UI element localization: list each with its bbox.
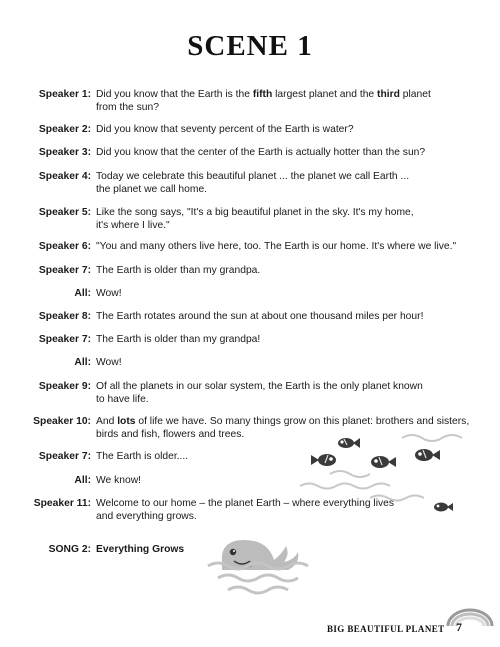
dialogue-text: Like the song says, "It's a big beautiful planet in the sky. It's my home, — [96, 207, 414, 218]
speaker-label: Speaker 7: — [38, 451, 91, 462]
dialogue-text: The Earth rotates around the sun at about one thousand miles per hour! — [96, 311, 424, 322]
speaker-label: Speaker 11: — [33, 498, 91, 509]
dialogue-text: Did you know that the Earth is the fifth largest planet and the third planet — [96, 89, 431, 100]
dialogue-text: Of all the planets in our solar system, the Earth is the only planet known — [96, 381, 423, 392]
fish-icon — [338, 438, 360, 448]
dialogue-text: We know! — [96, 475, 142, 486]
dialogue-text: Wow! — [96, 288, 122, 299]
speaker-label: Speaker 1: — [38, 89, 91, 100]
rainbow-icon — [448, 610, 492, 626]
fish-icon — [371, 456, 396, 468]
speaker-label: Speaker 6: — [38, 241, 91, 252]
dialogue-text: Did you know that seventy percent of the Earth is water? — [96, 124, 354, 135]
fish-icon — [434, 503, 453, 512]
dialogue-text: Today we celebrate this beautiful planet ... the planet we call Earth ... — [96, 171, 410, 182]
dialogue-text: and everything grows. — [96, 511, 197, 522]
page-number: 7 — [456, 620, 462, 634]
dialogue-text: And lots of life we have. So many things grow on this planet: brothers and sisters, — [96, 416, 470, 427]
speaker-label: SONG 2: — [48, 544, 91, 555]
speaker-label: Speaker 4: — [38, 171, 91, 182]
dialogue-text: The Earth is older than my grandpa. — [96, 265, 261, 276]
dialogue-text: from the sun? — [96, 102, 159, 113]
speaker-label: Speaker 10: — [33, 416, 91, 427]
dialogue-text: The Earth is older.... — [96, 451, 189, 462]
speaker-label: All: — [74, 288, 91, 299]
speaker-label: Speaker 7: — [38, 265, 91, 276]
fish-icon — [415, 449, 440, 461]
speaker-label: Speaker 2: — [38, 124, 91, 135]
dialogue-text: Everything Grows — [96, 544, 185, 555]
dialogue-text: Welcome to our home – the planet Earth – where everything lives — [96, 498, 395, 509]
speaker-label: Speaker 9: — [38, 381, 91, 392]
dialogue-text: it's where I live." — [96, 220, 170, 231]
dialogue-text: Did you know that the center of the Earth is actually hotter than the sun? — [96, 147, 426, 158]
speaker-label: Speaker 3: — [38, 147, 91, 158]
speaker-label: Speaker 7: — [38, 334, 91, 345]
footer-book-title: BIG BEAUTIFUL PLANET — [327, 624, 445, 634]
dialogue-text: The Earth is older than my grandpa! — [96, 334, 261, 345]
speaker-label: All: — [74, 357, 91, 368]
dialogue-text: to have life. — [96, 394, 149, 405]
dialogue-text: "You and many others live here, too. The Earth is our home. It's where we live." — [96, 241, 457, 252]
dialogue-text: birds and fish, flowers and trees. — [96, 429, 245, 440]
scene-title: SCENE 1 — [187, 30, 313, 62]
dialogue-text: the planet we call home. — [96, 184, 208, 195]
dialogue-text: Wow! — [96, 357, 122, 368]
fish-icon — [311, 454, 336, 466]
speaker-label: Speaker 8: — [38, 311, 91, 322]
speaker-label: All: — [74, 475, 91, 486]
speaker-label: Speaker 5: — [38, 207, 91, 218]
